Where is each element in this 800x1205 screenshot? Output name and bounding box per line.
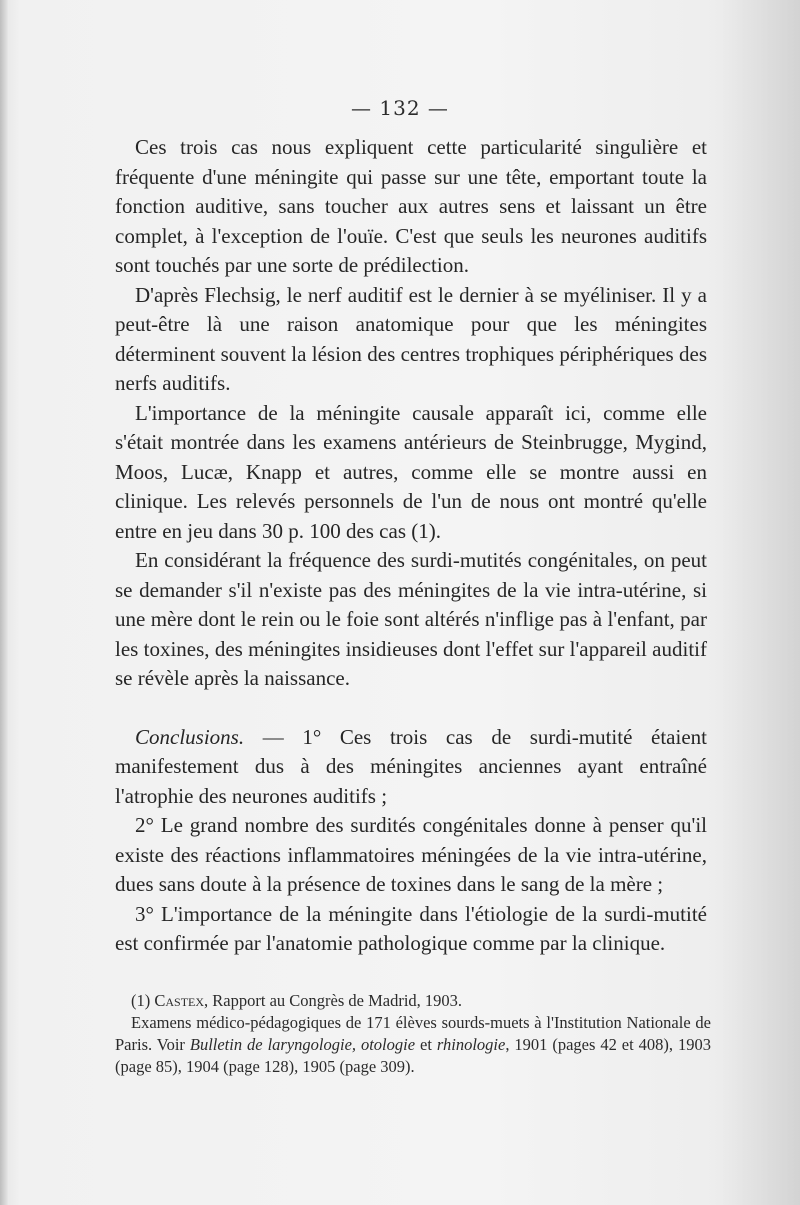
- conclusions-point-3: 3° L'importance de la méningite dans l'étiologie de la surdi-mutité est confirmée par l'anatomie pathologique comme par la clinique.: [115, 901, 707, 955]
- conclusions-point-2: 2° Le grand nombre des surdités congénitales donne à penser qu'il existe des réactions inflammatoires méningées de la vie intra-utérine, dues sans doute à la présence de toxines dans le sang de la mère ;: [115, 813, 707, 896]
- footnote-2-text-b: , 1901 (pages 42 et 408), 1903 (page 85), 1904 (page 128), 1905 (page 309).: [115, 1035, 711, 1076]
- binding-gutter: [0, 0, 8, 1205]
- conclusions-point-1: [115, 723, 707, 812]
- footnote-2-and: et: [415, 1035, 437, 1054]
- main-text: [115, 133, 707, 959]
- footnotes: [115, 990, 711, 1078]
- conclusions-point-1-text: — 1° Ces trois cas de surdi-mutité étaient manifestement dus à des méningites anciennes ayant entraîné l'atrophie des neurones auditifs ;: [115, 724, 707, 808]
- footnote-1-marker: (1): [131, 991, 155, 1010]
- page-edge-shadow: [720, 0, 800, 1205]
- footnote-1-text: , Rapport au Congrès de Madrid, 1903.: [204, 991, 463, 1010]
- paragraph-4: En considérant la fréquence des surdi-mutités congénitales, on peut se demander s'il n'existe pas des méningites de la vie intra-utérine, si une mère dont le rein ou le foie sont altérés n'inflige pas à l'enfant, par les toxines, des méningites insidieuses dont l'effet sur l'appareil auditif se révèle après la naissance.: [115, 548, 707, 690]
- footnote-1-author: Castex: [154, 991, 205, 1010]
- footnote-1: [115, 990, 711, 1012]
- paragraph-2: D'après Flechsig, le nerf auditif est le dernier à se myéliniser. Il y a peut-être là une raison anatomique pour que les méningites déterminent souvent la lésion des centres trophiques périphériques des nerfs auditifs.: [115, 282, 707, 395]
- page-number: — 132 —: [351, 96, 449, 120]
- footnote-2-journal: Bulletin de laryngologie, otologie: [189, 1035, 416, 1054]
- footnote-2: [115, 1012, 711, 1078]
- paragraph-3: L'importance de la méningite causale apparaît ici, comme elle s'était montrée dans les examens antérieurs de Steinbrugge, Mygind, Moos, Lucæ, Knapp et autres, comme elle se montre aussi en clinique. Les relevés personnels de l'un de nous ont montré qu'elle entre en jeu dans 30 p. 100 des cas (1).: [115, 400, 707, 543]
- paragraph-1: Ces trois cas nous expliquent cette particularité singulière et fréquente d'une méningite qui passe sur une tête, emportant toute la fonction auditive, sans toucher aux autres sens et laissant un être complet, à l'exception de l'ouïe. C'est que seuls les neurones auditifs sont touchés par une sorte de prédilection.: [115, 135, 707, 277]
- conclusions-label: Conclusions.: [135, 724, 245, 749]
- footnote-2-journal-2: rhinologie: [436, 1035, 506, 1054]
- footnote-2-text-a: Examens médico-pédagogiques de 171 élèves sourds-muets à l'Institution Nationale de Paris. Voir: [115, 1013, 711, 1054]
